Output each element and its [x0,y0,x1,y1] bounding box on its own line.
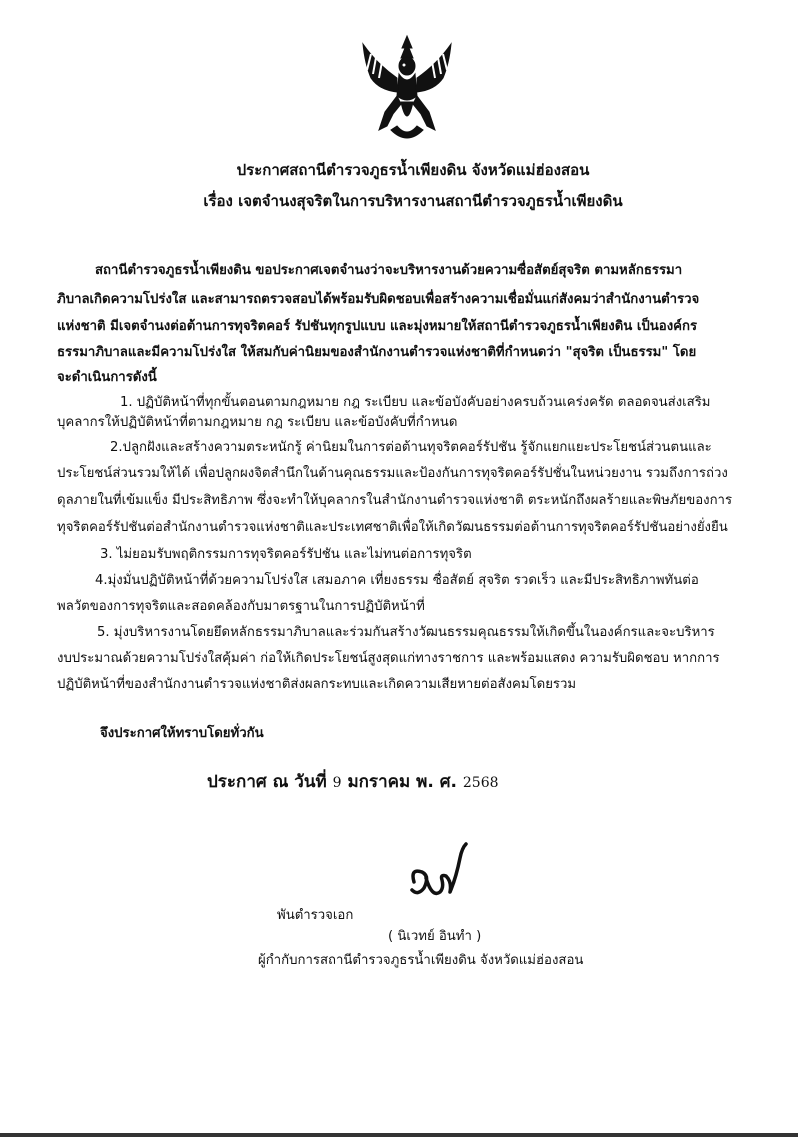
item-line: ทุจริตคอร์รัปชันต่อสำนักงานตำรวจแห่งชาติและประเทศชาติเพื่อให้เกิดวัฒนธรรมต่อต้านการทุจริตคอร์รัปชันอย่างยั่งยืน [57,520,728,535]
announcement-title: ประกาศสถานีตำรวจภูธรน้ำเพียงดิน จังหวัดแม่ฮ่องสอน [236,161,590,179]
item-line: 2.ปลูกฝังและสร้างความตระหนักรู้ ค่านิยมในการต่อต้านทุจริตคอร์รัปชัน รู้จักแยกแยะประโยชน์ส่วนตนและ [110,440,712,455]
item-line: งบประมาณด้วยความโปร่งใสคุ้มค่า ก่อให้เกิดประโยชน์สูงสุดแก่ทางราชการ และพร้อมแสดง ความรับผิดชอบ หากการ [57,651,720,666]
intro-line: จะดำเนินการดังนี้ [57,370,157,385]
announcement-subject: เรื่อง เจตจำนงสุจริตในการบริหารงานสถานีตำรวจภูธรน้ำเพียงดิน [203,192,623,210]
item-line: พลวัตของการทุจริตและสอดคล้องกับมาตรฐานในการปฏิบัติหน้าที่ [57,599,425,614]
item-line: 3. ไม่ยอมรับพฤติกรรมการทุจริตคอร์รัปชัน และไม่ทนต่อการทุจริต [100,547,472,562]
intro-line: ภิบาลเกิดความโปร่งใส และสามารถตรวจสอบได้พร้อมรับผิดชอบเพื่อสร้างความเชื่อมั่นแก่สังคมว่าสำนักงานตำรวจ [57,292,700,307]
item-line: 1. ปฏิบัติหน้าที่ทุกขั้นตอนตามกฎหมาย กฎ ระเบียบ และข้อบังคับอย่างครบถ้วนเคร่งครัด ตลอดจนส่งเสริม [120,395,711,410]
item-line: 4.มุ่งมั่นปฏิบัติหน้าที่ด้วยความโปร่งใส เสมอภาค เที่ยงธรรม ซื่อสัตย์ สุจริต รวดเร็ว และมีประสิทธิภาพทันต่อ [95,573,699,588]
item-line: 5. มุ่งบริหารงานโดยยึดหลักธรรมาภิบาลและร่วมกันสร้างวัฒนธรรมคุณธรรมให้เกิดขึ้นในองค์กรและจะบริหาร [97,625,715,640]
date-month: มกราคม พ. ศ. [347,772,457,792]
item-line: ดุลภายในที่เข้มแข็ง มีประสิทธิภาพ ซึ่งจะทำให้บุคลากรในสำนักงานตำรวจแห่งชาติ ตระหนักถึงผลร้ายและพิษภัยของการ [57,493,733,508]
handwritten-signature [400,838,480,918]
announce-statement: จึงประกาศให้ทราบโดยทั่วกัน [100,726,264,741]
item-line: ปฏิบัติหน้าที่ของสำนักงานตำรวจแห่งชาติส่งผลกระทบและเกิดความเสียหายต่อสังคมโดยรวม [57,677,577,692]
signatory-name: ( นิเวทย์ อินทำ ) [388,929,482,944]
date-day: 9 [332,775,342,791]
item-line: บุคลากรให้ปฏิบัติหน้าที่ตามกฎหมาย กฎ ระเบียบ และข้อบังคับที่กำหนด [57,415,458,430]
date-prefix: ประกาศ ณ วันที่ [207,772,327,792]
announcement-date [207,768,499,795]
intro-line: ธรรมาภิบาลและมีความโปร่งใส ให้สมกับค่านิยมของสำนักงานตำรวจแห่งชาติที่กำหนดว่า "สุจริต เป็นธรรม" โดย [57,345,697,360]
intro-line: สถานีตำรวจภูธรน้ำเพียงดิน ขอประกาศเจตจำนงว่าจะบริหารงานด้วยความซื่อสัตย์สุจริต ตามหลักธรรมา [95,263,683,278]
signatory-rank: พันตำรวจเอก [277,908,354,923]
signatory-position: ผู้กำกับการสถานีตำรวจภูธรน้ำเพียงดิน จังหวัดแม่ฮ่องสอน [258,953,584,968]
item-line: ประโยชน์ส่วนรวมให้ได้ เพื่อปลูกผงจิตสำนึกในด้านคุณธรรมและป้องกันการทุจริตคอร์รัปชั่นในหน่วยงาน รวมถึงการถ่วง [57,466,728,481]
date-year: 2568 [462,775,499,791]
garuda-emblem [357,34,457,146]
page-bottom-edge [0,1133,798,1137]
intro-line: แห่งชาติ มีเจตจำนงต่อต้านการทุจริตคอร์ รัปชันทุกรูปแบบ และมุ่งหมายให้สถานีตำรวจภูธรน้ำเพียงดิน เป็นองค์กร [57,319,698,334]
